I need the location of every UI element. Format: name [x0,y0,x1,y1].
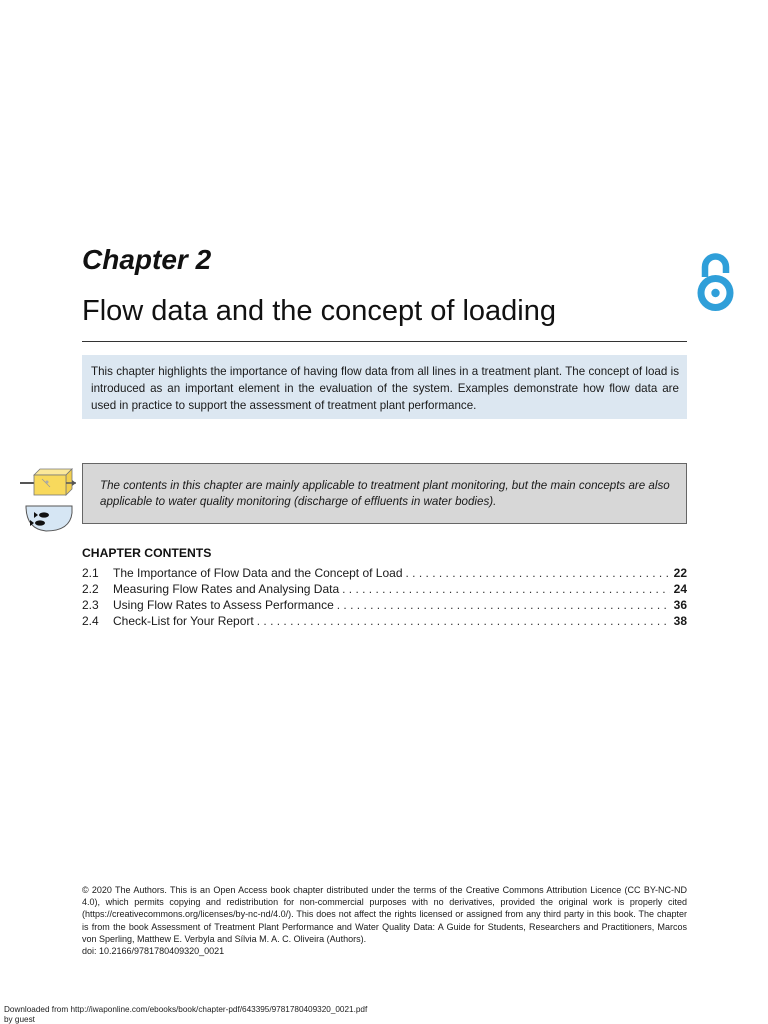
toc-item-number: 2.2 [82,582,99,596]
table-of-contents [82,566,687,630]
scope-note-box: The contents in this chapter are mainly applicable to treatment plant monitoring, but the main concepts are also applicable to water quality monitoring (discharge of effluents in water bodies). [82,463,687,524]
toc-item[interactable] [82,566,687,582]
toc-item-number: 2.4 [82,614,99,628]
download-guest-text: by guest [4,1014,35,1024]
chapter-title: Flow data and the concept of loading [82,295,556,327]
toc-item-page: 22 [673,566,687,580]
toc-item-page: 36 [673,598,687,612]
copyright-text: © 2020 The Authors. This is an Open Access book chapter distributed under the terms of the Creative Commons Attribution Licence (CC BY-NC-ND 4.0), which permits copying and redistribution for non-commercial purposes with no derivatives, provided the original work is properly cited (https://creativecommons.org/licenses/by-nc-nd/4.0/). This does not affect the rights licensed or assigned from any third party in this book. The chapter is from the book Assessment of Treatment Plant Performance and Water Quality Data: A Guide for Students, Researchers and Practitioners, Marcos von Sperling, Matthew E. Verbyla and Sílvia M. A. C. Oliveira (Authors). [82,885,687,944]
doi-text: doi: 10.2166/9781780409320_0021 [82,946,225,957]
contents-heading: CHAPTER CONTENTS [82,546,212,560]
chapter-label: Chapter 2 [82,244,212,275]
toc-item[interactable] [82,598,687,614]
toc-leader-dots [406,566,670,580]
toc-item-title: Using Flow Rates to Assess Performance [113,598,334,612]
toc-item[interactable] [82,614,687,630]
copyright-notice [82,884,687,957]
toc-item[interactable] [82,582,687,598]
toc-leader-dots [257,614,670,628]
summary-box: This chapter highlights the importance of having flow data from all lines in a treatment plant. The concept of load is introduced as an important element in the evaluation of the system. Examples demonstrate how flow data are used in practice to support the assessment of treatment plant performance. [82,355,687,419]
toc-leader-dots [337,598,670,612]
open-access-icon [693,251,738,313]
toc-item-page: 24 [673,582,687,596]
toc-item-title: The Importance of Flow Data and the Concept of Load [113,566,403,580]
download-url-text: Downloaded from http://iwaponline.com/ebooks/book/chapter-pdf/643395/9781780409320_0021.pdf [4,1005,368,1014]
toc-leader-dots [342,582,670,596]
toc-item-number: 2.1 [82,566,99,580]
treatment-plant-icon [20,465,76,497]
download-note [4,1005,367,1024]
title-rule [82,341,687,342]
toc-item-number: 2.3 [82,598,99,612]
water-body-fish-icon [24,503,74,533]
toc-item-page: 38 [673,614,687,628]
toc-item-title: Check-List for Your Report [113,614,254,628]
toc-item-title: Measuring Flow Rates and Analysing Data [113,582,340,596]
